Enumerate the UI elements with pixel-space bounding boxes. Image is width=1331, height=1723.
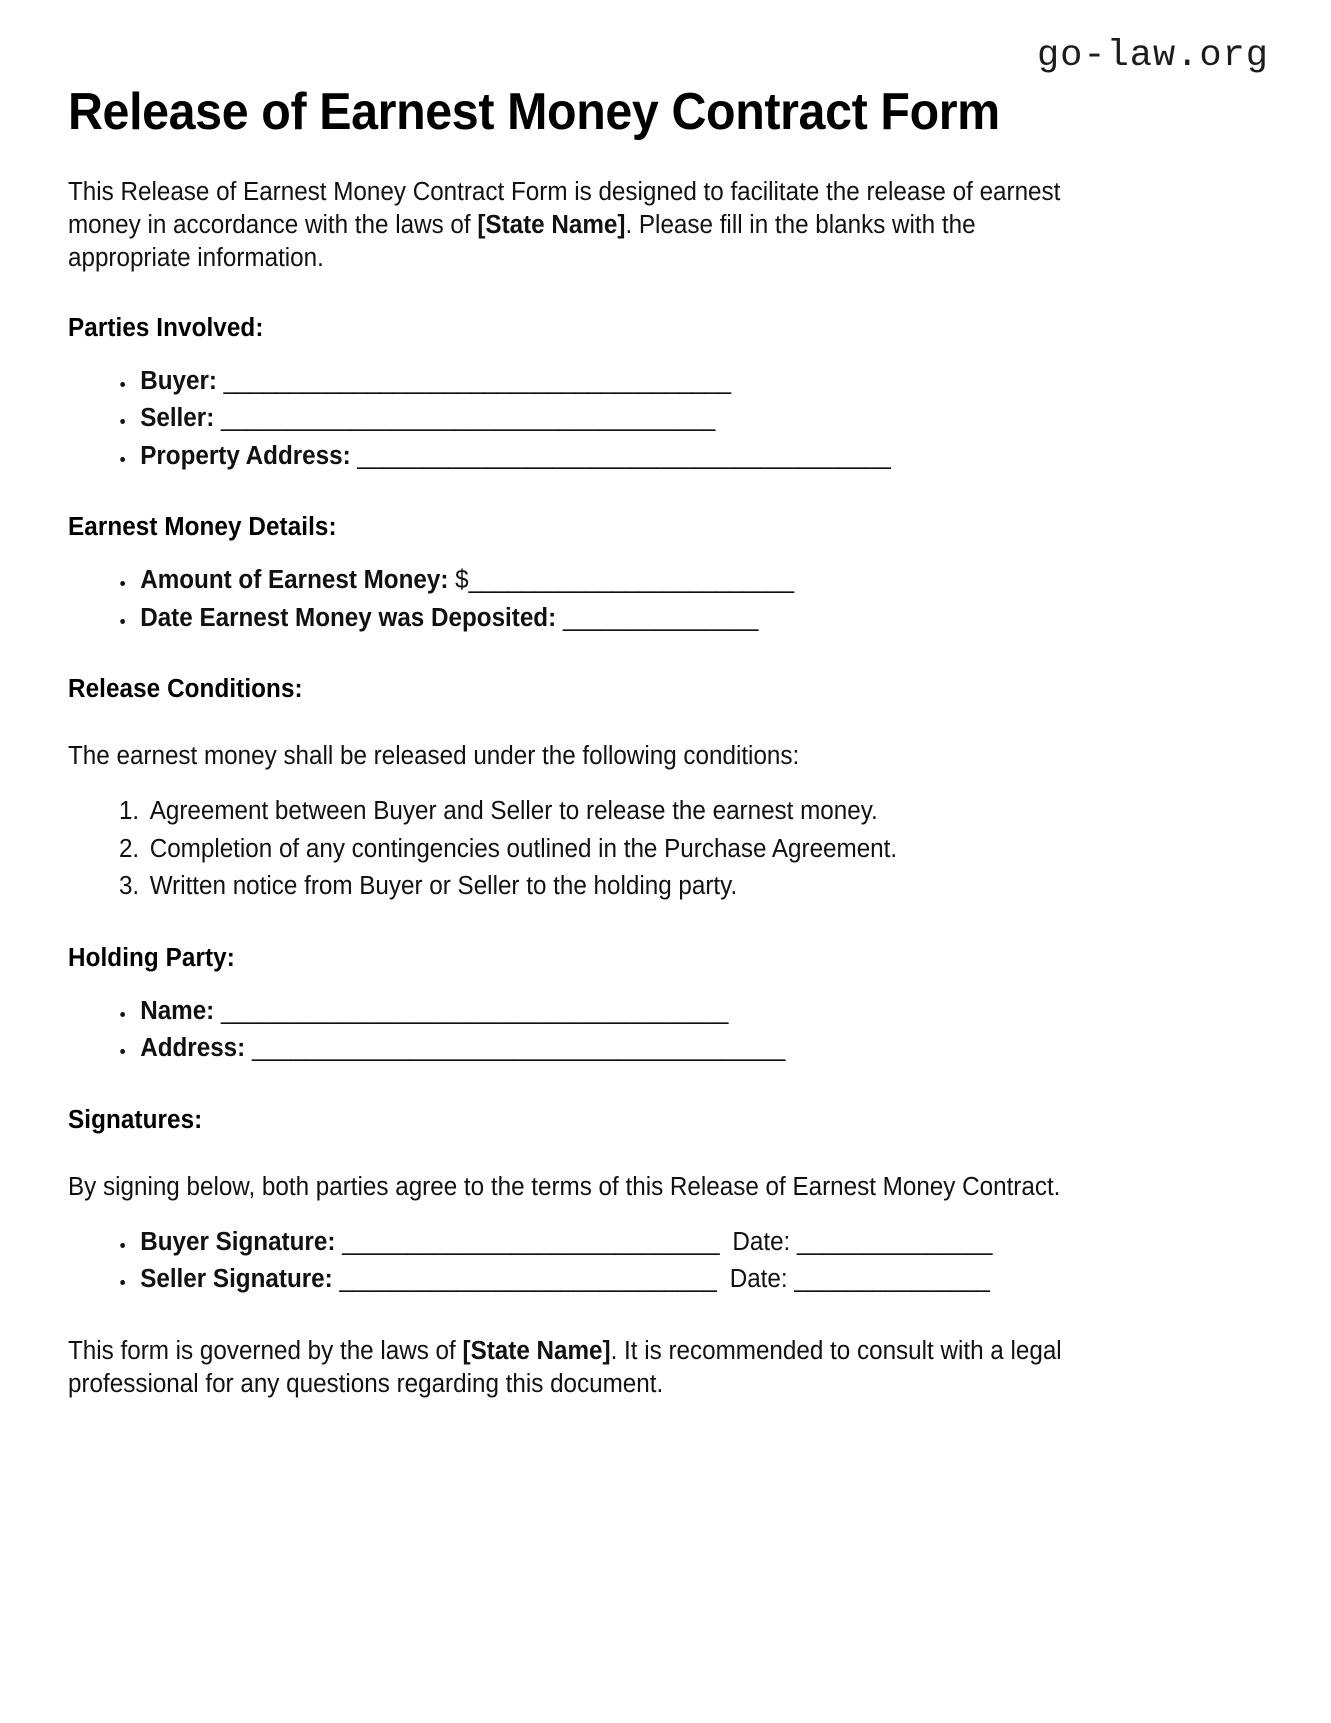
holding-party-address-label: Address: xyxy=(140,1034,246,1063)
footer-text-before-state: This form is governed by the laws of xyxy=(68,1336,463,1365)
amount-blank-field[interactable]: _________________________ xyxy=(468,566,794,595)
amount-of-earnest-money-label: Amount of Earnest Money: xyxy=(140,566,449,595)
seller-signature-blank-field[interactable]: _____________________________ xyxy=(339,1265,717,1294)
list-item xyxy=(136,562,1103,599)
list-item xyxy=(146,831,1104,868)
signatures-lead-in: By signing below, both parties agree to the terms of this Release of Earnest Money Contract. xyxy=(68,1172,1061,1201)
buyer-date-blank-field[interactable]: _______________ xyxy=(797,1227,992,1256)
state-name-placeholder: [State Name] xyxy=(477,211,626,240)
footer-state-name-placeholder: [State Name] xyxy=(462,1336,611,1365)
list-item xyxy=(136,438,1103,475)
holding-party-list xyxy=(68,993,1104,1068)
condition-3-text: Written notice from Buyer or Seller to the holding party. xyxy=(149,872,738,901)
list-item xyxy=(136,363,1103,400)
page-title: Release of Earnest Money Contract Form xyxy=(68,83,1000,141)
seller-date-label: Date: xyxy=(729,1265,788,1294)
section-heading-release-conditions: Release Conditions: xyxy=(68,675,303,703)
section-heading-earnest-money-details: Earnest Money Details: xyxy=(68,513,337,542)
seller-label: Seller: xyxy=(140,404,215,433)
section-heading-parties-involved: Parties Involved: xyxy=(68,313,264,342)
signatures-list xyxy=(68,1224,1104,1299)
list-item xyxy=(146,793,1104,830)
list-item xyxy=(136,400,1103,437)
intro-text-after-state: . Please fill in the blanks with the appropriate information. xyxy=(68,211,976,273)
document-content xyxy=(68,84,1158,1401)
dollar-sign: $ xyxy=(455,566,469,595)
buyer-signature-label: Buyer Signature: xyxy=(140,1227,336,1256)
footer-text-after-state: . It is recommended to consult with a legal professional for any questions regarding this document. xyxy=(68,1336,1062,1398)
release-conditions-list xyxy=(68,793,1104,905)
footer-paragraph xyxy=(68,1335,1104,1401)
list-item xyxy=(136,1224,1103,1261)
earnest-money-details-list xyxy=(68,562,1104,637)
parties-involved-list xyxy=(68,363,1104,475)
buyer-blank-field[interactable]: _______________________________________ xyxy=(223,366,731,395)
list-item xyxy=(136,1030,1103,1067)
buyer-label: Buyer: xyxy=(140,366,217,395)
date-deposited-label: Date Earnest Money was Deposited: xyxy=(140,603,557,632)
date-deposited-blank-field[interactable]: _______________ xyxy=(562,603,758,632)
buyer-date-label: Date: xyxy=(732,1227,791,1256)
condition-1-text: Agreement between Buyer and Seller to release the earnest money. xyxy=(149,797,878,826)
go-law-watermark: go-law.org xyxy=(1036,35,1269,77)
seller-signature-label: Seller Signature: xyxy=(140,1265,333,1294)
property-address-blank-field[interactable]: _________________________________________ xyxy=(357,441,891,470)
list-item xyxy=(136,600,1103,637)
section-heading-signatures: Signatures: xyxy=(68,1105,203,1134)
intro-text-before-state: This Release of Earnest Money Contract Form is designed to facilitate the release of earnest money in accordance with the laws of xyxy=(68,178,1061,240)
seller-date-blank-field[interactable]: _______________ xyxy=(794,1265,990,1294)
condition-2-text: Completion of any contingencies outlined in the Purchase Agreement. xyxy=(149,834,898,863)
seller-blank-field[interactable]: ______________________________________ xyxy=(221,404,715,433)
intro-paragraph xyxy=(68,176,1104,275)
holding-party-name-label: Name: xyxy=(140,996,215,1025)
list-item xyxy=(136,993,1103,1030)
property-address-label: Property Address: xyxy=(140,441,351,470)
list-item xyxy=(136,1261,1103,1298)
list-item xyxy=(146,868,1104,905)
buyer-signature-blank-field[interactable]: _____________________________ xyxy=(342,1227,720,1256)
section-heading-holding-party: Holding Party: xyxy=(68,943,235,972)
release-conditions-lead-in: The earnest money shall be released under the following conditions: xyxy=(68,742,800,770)
holding-party-name-blank-field[interactable]: _______________________________________ xyxy=(220,996,728,1025)
holding-party-address-blank-field[interactable]: _________________________________________ xyxy=(251,1034,785,1063)
